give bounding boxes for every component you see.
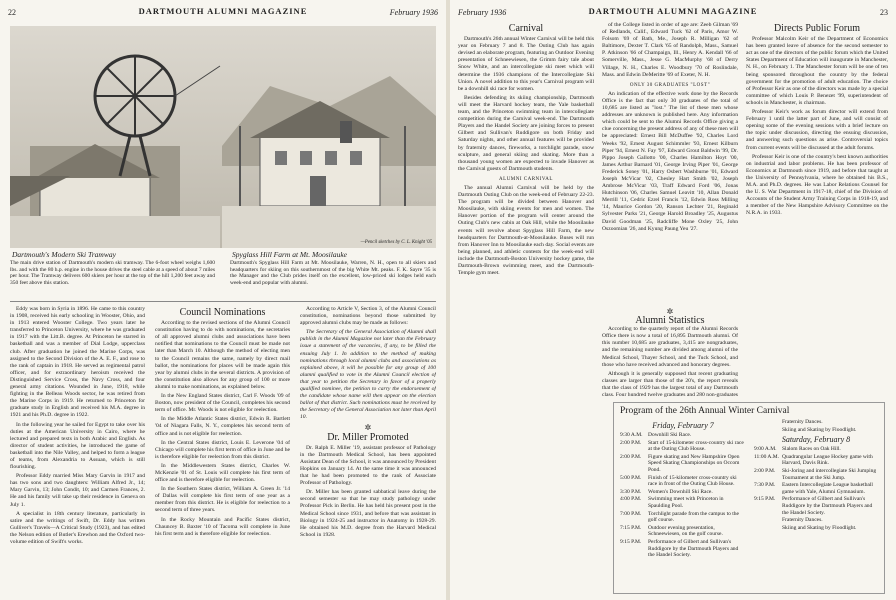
- program-event: [754, 454, 878, 467]
- section-ornament: ✲: [364, 422, 372, 432]
- program-event: [620, 454, 746, 474]
- paragraph: According to the quarterly report of the Alumni Records Office there is now a total of 16,895 Dartmouth alumni. Of this number 10,685 are graduates, 3,415 are nongraduates, and the remaining number are divided among alumni of the Medical School, Thayer School, and the Tuck School, and those who have received advanced and honorary degrees.: [602, 326, 738, 368]
- program-event-description: Quadrangular League Hockey game with Harvard, Davis Rink.: [782, 453, 873, 467]
- program-event: [754, 496, 878, 516]
- subhead: ONLY 30 GRADUATES "LOST": [629, 82, 711, 88]
- program-event-description: Figure skating and New Hampshire Open Speed Skating Championships on Occom Pond.: [648, 453, 740, 473]
- program-event-time: 11:00 A.M.: [754, 453, 780, 460]
- program-event-description: Performance of Gilbert and Sullivan's Ruddigore by the Dartmouth Players and the Handel Society.: [782, 496, 873, 516]
- program-saturday-column: [754, 419, 878, 532]
- running-head-right: [458, 6, 888, 20]
- paragraph: The annual Alumni Carnival will be held by the Dartmouth Outing Club on the week-end of February 22-23. The program will be divided between Hanover and Moosilauke, with skiing events for men and women. The Hanover portion of the program will center around the Outing Club's new cabin at Oak Hill, while the Moosilauke events will revolve about Spyglass Hill Farm, the new headquarters for Dartmouth-at-Moosilauke. Buses will run from Hanover Inn to Moosilauke each day. Social events are being planned, and athletic contests for the week-end will include the Dartmouth-Boston University hockey game, the Dartmouth-Brown swimming meet, and the Dartmouth-Temple gym meet.: [458, 184, 594, 277]
- program-event: [620, 475, 746, 488]
- program-day-heading: Friday, February 7: [652, 421, 714, 430]
- column-statistics: [602, 306, 738, 398]
- subhead: ALUMNI CARNIVAL: [499, 176, 553, 182]
- paragraph: According to Article V, Section 3, of the Alumni Council constitution, nominations beyond those submitted by approved alumni clubs may be made as follows:: [300, 306, 436, 327]
- paragraph: Professor Eddy married Miss Mary Garvin in 1917 and has two sons and two daughters: William Alfred Jr., 14; Mary Garvin, 13; John Condit, 10; and Carmen Frances, 2. He and his family will take up their residence in Geneva on July 1.: [10, 473, 145, 508]
- program-event-description: Fraternity Dances.: [782, 419, 823, 425]
- program-event-time: 3:30 P.M.: [620, 488, 642, 495]
- carnival-program-box: [613, 402, 885, 594]
- program-event-time: 2:00 P.M.: [620, 439, 642, 446]
- page-number: 23: [880, 8, 888, 17]
- left-page: [0, 0, 446, 600]
- program-event-time: [754, 419, 782, 426]
- paragraph: Professor Keir's work as forum director will extend from February 1 until the latter part of June, and will consist of opening some of the evening sessions with a brief lecture on the topic under discussion, directing the ensuing discussion, and answering such questions as arise. Controversial topics from current events will be discussed at the adult forums.: [746, 109, 888, 151]
- program-event: [754, 427, 878, 434]
- running-head-left: [8, 6, 438, 20]
- program-event: [754, 446, 878, 453]
- paragraph: Eddy was born in Syria in 1896. He came to this country in 1908, received his early schooling in Wooster, Ohio, and in 1913 entered Wooster College. Two years later he transferred to Princeton University, where he was graduated in 1917 with the Litt.B. degree. At Princeton he starred in basketball and was a member of Dial Lodge, upperclass club. After graduation he joined the Marine Corps, was assigned to the Second Division of the A. E. F., and rose to the rank of captain in 1918. He served as regimental patrol officer, and for extraordinary heroism received the Distinguished Service Cross, the Navy Cross, and four general army citations. Wounded in June, 1918, while fighting in the Belleau Woods sector, he was retired from the Marine Corps in 1919. He returned to Princeton for graduate study in English and received his M.A. degree in 1921 and his Ph.D. degree in 1922.: [10, 306, 145, 419]
- column-council: [155, 306, 290, 596]
- program-event-time: 2:00 P.M.: [620, 453, 642, 460]
- program-event-description: Finish of 15-kilometer cross-country ski race in front of the Outing Club House.: [648, 474, 737, 488]
- paragraph: Professor Keir is one of the country's best known authorities on industrial and labor problems. He has been professor of Economics at Dartmouth since 1919, and before that taught at the University of Pennsylvania, where he obtained his B.S., M.A. and Ph.D. degrees. He was Labor Relations Counsel for the U. S. War Department in 1917-18, chief of the Division of Accounts of the Student Army Training Corps in 1918-19, and a member of the New Hampshire Advisory Committee on the N.R.A. in 1933.: [746, 153, 888, 217]
- program-event-description: Skiing and Skating by Floodlight.: [782, 524, 857, 531]
- paragraph: Dartmouth's 26th annual Winter Carnival will be held this year on February 7 and 8. The Outing Club has again devised an elaborate program, featuring an Outdoor Evening presentation of Schneewiesen, the Grimm fairy tale about Snow White, and an intercollegiate ski meet which will determine the 1936 champions of the Intercollegiate Ski Union. A novel addition to this year's Carnival program will be a downhill ski race for women.: [458, 36, 594, 92]
- paragraph: of the College listed in order of age are: Zeeb Gilman '69 of Redlands, Calif., Edward Tuck '62 of Paris, Amor W. Folsom '69 of Bath, Me., Joseph R. Milligan '62 of Baltimore, Dexter T. Clark '65 of Randolph, Mass., Samuel P. Atkinson '66 of Champaign, Ill., Henry A. Kendall '66 of Somerville, Mass., Jesse G. MacMurphy '68 of Derry Village, N. H., Charles E. Woodbury '70 of Roslindale, Mass. and Edwin DeMeritte '69 of Exeter, N. H.: [602, 22, 738, 78]
- paragraph: Besides defending its skiing championship, Dartmouth will meet the Harvard hockey team, the Yale basketball team, and the Princeton swimming team in intercollegiate competition during the Carnival week-end. The Dartmouth Players and the Handel Society are joining forces to present Gilbert and Sullivan's Ruddigore on both Friday and Saturday nights, and other annual features will be provided by fraternity dances, fireworks, a torchlight parade, snow sculpture, and general skiing and skating. More than a thousand young women are expected to invade Hanover as the Carnival guests of Dartmouth students.: [458, 94, 594, 172]
- program-event-description: Downhill Ski Race.: [648, 432, 692, 438]
- column-miller: [300, 306, 436, 596]
- program-event-description: Women's Downhill Ski Race.: [648, 488, 713, 495]
- caption-right-title: Spyglass Hill Farm at Mt. Moosilauke: [232, 250, 347, 259]
- right-page: [450, 0, 896, 600]
- program-day-heading: Saturday, February 8: [781, 435, 851, 445]
- paragraph: In the Southern States district, William A. Green Jr. '14 of Dallas will complete his first term of one year as a member from this district. He is eligible for reelection to a second term of three years.: [155, 486, 290, 514]
- program-event: [754, 468, 878, 481]
- paragraph: In the Middlewestern States district, Charles W. McKenzie '01 of St. Louis will complete his first term of office and is therefore eligible for reelection.: [155, 462, 290, 484]
- program-event-time: 9:15 P.M.: [620, 538, 642, 545]
- program-event-time: 2:00 P.M.: [754, 467, 776, 474]
- program-event-list: [620, 432, 746, 559]
- program-event-time: [754, 427, 782, 434]
- column-eddy: [10, 306, 145, 596]
- program-event: [620, 440, 746, 453]
- paragraph: Professor Malcolm Keir of the Department of Economics has been granted leave of absence for the second semester to act as one of the directors of the public forum which the United States Department of Education will inaugurate in Manchester, N. H., on February 1. The Manchester forum will be one of ten being sponsored throughout the country by the federal government for the promotion of adult education. The choice of Professor Keir as one of the directors was made by a special committee of which Louis P. Benezet '99, superintendent of schools in Manchester, is chairman.: [746, 36, 888, 106]
- caption-right-text: Dartmouth's Spyglass Hill Farm at Mt. Moosilauke, Warren, N. H., open to all skiers and headquarters for skiing on this southernmost of the big White Mt. peaks. F. K. Sayre '35 is the Manager and the Club prides itself on the excellent, low-priced ski lodges held each week-end and popular with alumni.: [230, 260, 436, 286]
- caption-left-text: The main drive station of Dartmouth's modern ski tramway. The 6-foot wheel weighs 1,600 lbs. and with the 80 h.p. engine in the house drives the steel cable at a speed of about 7 miles per hour. The Tramway delivers 600 skiers per hour at the top of the hill 1,200 feet away and 350 feet above this station.: [10, 260, 215, 286]
- paragraph: In the New England States district, Carl F. Woods '09 of Boston, now president of the Council, completes his second term of office. Mr. Woods is not eligible for reelection.: [155, 393, 290, 414]
- article-title: Dr. Miller Promoted: [327, 431, 409, 443]
- program-event-list: [754, 446, 878, 531]
- issue-date: February 1936: [458, 8, 507, 17]
- paragraph: Although it is generally supposed that recent graduating classes are larger than those of the 20's, the report reveals that the class of 1929 has the largest total of any Dartmouth class. Four hundred twelve graduates and 280 non-graduates: [602, 370, 738, 398]
- program-event: [620, 496, 746, 509]
- article-title: Alumni Statistics: [635, 315, 705, 327]
- program-event-description: Fraternity Dances.: [782, 517, 823, 524]
- program-event: [754, 419, 878, 426]
- program-event-time: [754, 517, 782, 524]
- program-event-time: 7:00 P.M.: [620, 510, 642, 517]
- pencil-sketch-image: [10, 26, 436, 248]
- program-event-time: 9:15 P.M.: [754, 496, 776, 503]
- program-event-time: 9:00 A.M.: [754, 446, 777, 453]
- program-event-time: 7:30 P.M.: [754, 482, 776, 489]
- paragraph: An indication of the effective work done by the Records Office is the fact that only 30 graduates of the total of 10,685 are listed as "lost." The list of these men whose addresses are unknown is published here. Any information which could be sent to the Alumni Records Office giving a clue concerning the present address of any of these men will be appreciated: Ernest Bill McDuffee '92, Charles Lord Weeks '92, Ernest August Schimmler '93, Ernest Kilburn Piper '94, Ernest N. Fay '97, Edward Grout Baldwin '99, Dr. Pippo Joseph Gallotto '00, Charles Hamilton Hoyt '00, James Arthur Barnard '01, George Irving Piper '01, George Frederick Soney '01, Harry Osbert Washburne '01, Edward Joseph McVicar '02, Chesley Hart Smith '02, Joseph Ambrose McVicar '03, Traff Edward Ford '06, Jonas Hutchinson '06, Charles Samuel Leavitt '10, Allan Donald Merrill '11, Cedric Ezrel Francis '12, Edwin Ross Milling '14, Maurice Gordon '20, Ranson Lechter '21, Reginald Sylvester Parks '21, George Harold Broadley '25, Augustus David Goodman '25, Radcliffe Mone Oxley '25, John Oszoomian '26, and Kyung Paung Yeu '27.: [602, 90, 738, 232]
- paragraph: A specialist in 18th century literature, particularly in satire and the writings of Swift, Dr. Eddy has written Gulliver's Travels—A Critical Study (1923), and has edited the Nelson edition of Butler's Erewhon and the Oxford two-volume edition of Swift's works.: [10, 510, 145, 545]
- program-event-time: 7:15 P.M.: [620, 524, 642, 531]
- program-event-time: 4:00 P.M.: [620, 496, 642, 503]
- sketch-illustration: [10, 26, 436, 248]
- program-event: [620, 432, 746, 439]
- program-event-time: [754, 525, 782, 532]
- article-title: Directs Public Forum: [773, 23, 861, 34]
- program-event-time: 9:30 A.M.: [620, 432, 643, 438]
- program-event: [754, 517, 878, 524]
- program-event-description: Slalom Races on Oak Hill.: [782, 446, 841, 453]
- magazine-title: DARTMOUTH ALUMNI MAGAZINE: [588, 6, 758, 16]
- paragraph: In the Rocky Mountain and Pacific States district, Chauncey B. Baxter '10 of Tacoma will complete in June his first term and is therefore eligible for reelection.: [155, 516, 290, 537]
- section-ornament: ✲: [666, 307, 674, 316]
- quoted-paragraph: The Secretary of the General Association of Alumni shall publish in the Alumni Magazine not later than the February issue a statement of the vacancies, if any, to be filled the ensuing July 1. In addition to the method of making nominations through local alumni clubs and associations as explained above, it will be possible for any group of 100 alumni qualified to vote in the Alumni Council election of that year to petition the Secretary in favor of a properly qualified nominee, the petition to carry the endorsement of the candidate whose name will then appear on the election ballot of that district. Such nominations must be received by the Secretary of the General Association not later than April 10.: [300, 329, 436, 421]
- page-number: 22: [8, 8, 16, 17]
- program-event: [620, 511, 746, 524]
- column-carnival: [458, 22, 594, 596]
- program-event-description: Ski-Joring and intercollegiate Ski Jumping Tournament at the Ski Jump.: [782, 467, 877, 481]
- paragraph: In the Central States district, Louis E. Leverone '04 of Chicago will complete his first term of office in June and he is therefore eligible for reelection from this district.: [155, 439, 290, 460]
- program-friday-column: [620, 419, 746, 560]
- program-event-time: 5:00 P.M.: [620, 474, 642, 481]
- program-event-description: Outdoor evening presentation, Schneewiesen, on the golf course.: [648, 524, 723, 538]
- article-title: Carnival: [508, 23, 544, 34]
- program-event-description: Skiing and Skating by Floodlight.: [782, 426, 857, 433]
- program-event-description: Performance of Gilbert and Sullivan's Ruddigore by the Dartmouth Players and the Handel Society.: [648, 538, 739, 559]
- program-event-description: Swimming meet with Princeton in Spaulding Pool.: [648, 496, 724, 509]
- issue-date: February 1936: [389, 8, 438, 17]
- column-forum: [746, 22, 888, 398]
- program-event: [620, 489, 746, 496]
- magazine-title: DARTMOUTH ALUMNI MAGAZINE: [138, 6, 308, 16]
- paragraph: Dr. Ralph E. Miller '19, assistant professor of Pathology in the Dartmouth Medical School, has been appointed Assistant Dean of the School, it was announced by President Hopkins on January 14. At the same time it was announced that he had been promoted to the rank of Associate Professor of Pathology.: [300, 444, 436, 487]
- caption-left-title: Dartmouth's Modern Ski Tramway: [12, 250, 116, 259]
- program-event-description: Eastern Intercollegiate League basketball game with Yale, Alumni Gymnasium.: [782, 482, 873, 495]
- paragraph: Dr. Miller has been granted sabbatical leave during the second semester so that he may study pathology under Professor Pick in Berlin. He has held his present post in the Medical School since 1931, and before that was assistant in Biology in 1924-25 and instructor in Anatomy in 1928-29. He obtained his M.D. degree from the Harvard Medical School in 1928.: [300, 489, 436, 538]
- program-event-description: Torchlight parade from the campus to the golf course.: [648, 510, 739, 524]
- paragraph: According to the revised sections of the Alumni Council constitution having to do with nominations, the secretaries of all approved alumni clubs and associations have been notified that nominations to the Council must be made not later than March 10. Although the method of electing men to the Council remains the same, namely by direct mail ballot, the nominations for places will be made again this year by alumni clubs in the several districts. A provision of the constitution also allows for any group of 100 or more alumni to make nominations, as explained below.: [155, 320, 290, 390]
- photo-credit: —Pencil sketches by C. L. Knight '05: [360, 240, 432, 245]
- program-event: [754, 525, 878, 532]
- program-event-description: Start of 15-kilometer cross-country ski race at the Outing Club House.: [648, 439, 744, 453]
- program-event: [754, 482, 878, 495]
- paragraph: In the Middle Atlantic States district, Edwin R. Bartlett '04 of Niagara Falls, N. Y., completes his second term of office and is not eligible for reelection.: [155, 416, 290, 437]
- program-event-list: [754, 419, 878, 433]
- divider: [10, 301, 436, 302]
- paragraph: In the following year he sailed for Egypt to take over his duties at the American University in Cairo, where he lectured and prepared texts in both Arabic and English. As director of student activities, he introduced the game of basketball into the Nile Valley, and helped to form a league of teams, from Alexandria to Assuan, which is still flourishing.: [10, 421, 145, 471]
- article-title: Council Nominations: [179, 307, 266, 318]
- program-title: Program of the 26th Annual Winter Carnival: [620, 406, 790, 416]
- program-event: [620, 525, 746, 538]
- program-event: [620, 539, 746, 559]
